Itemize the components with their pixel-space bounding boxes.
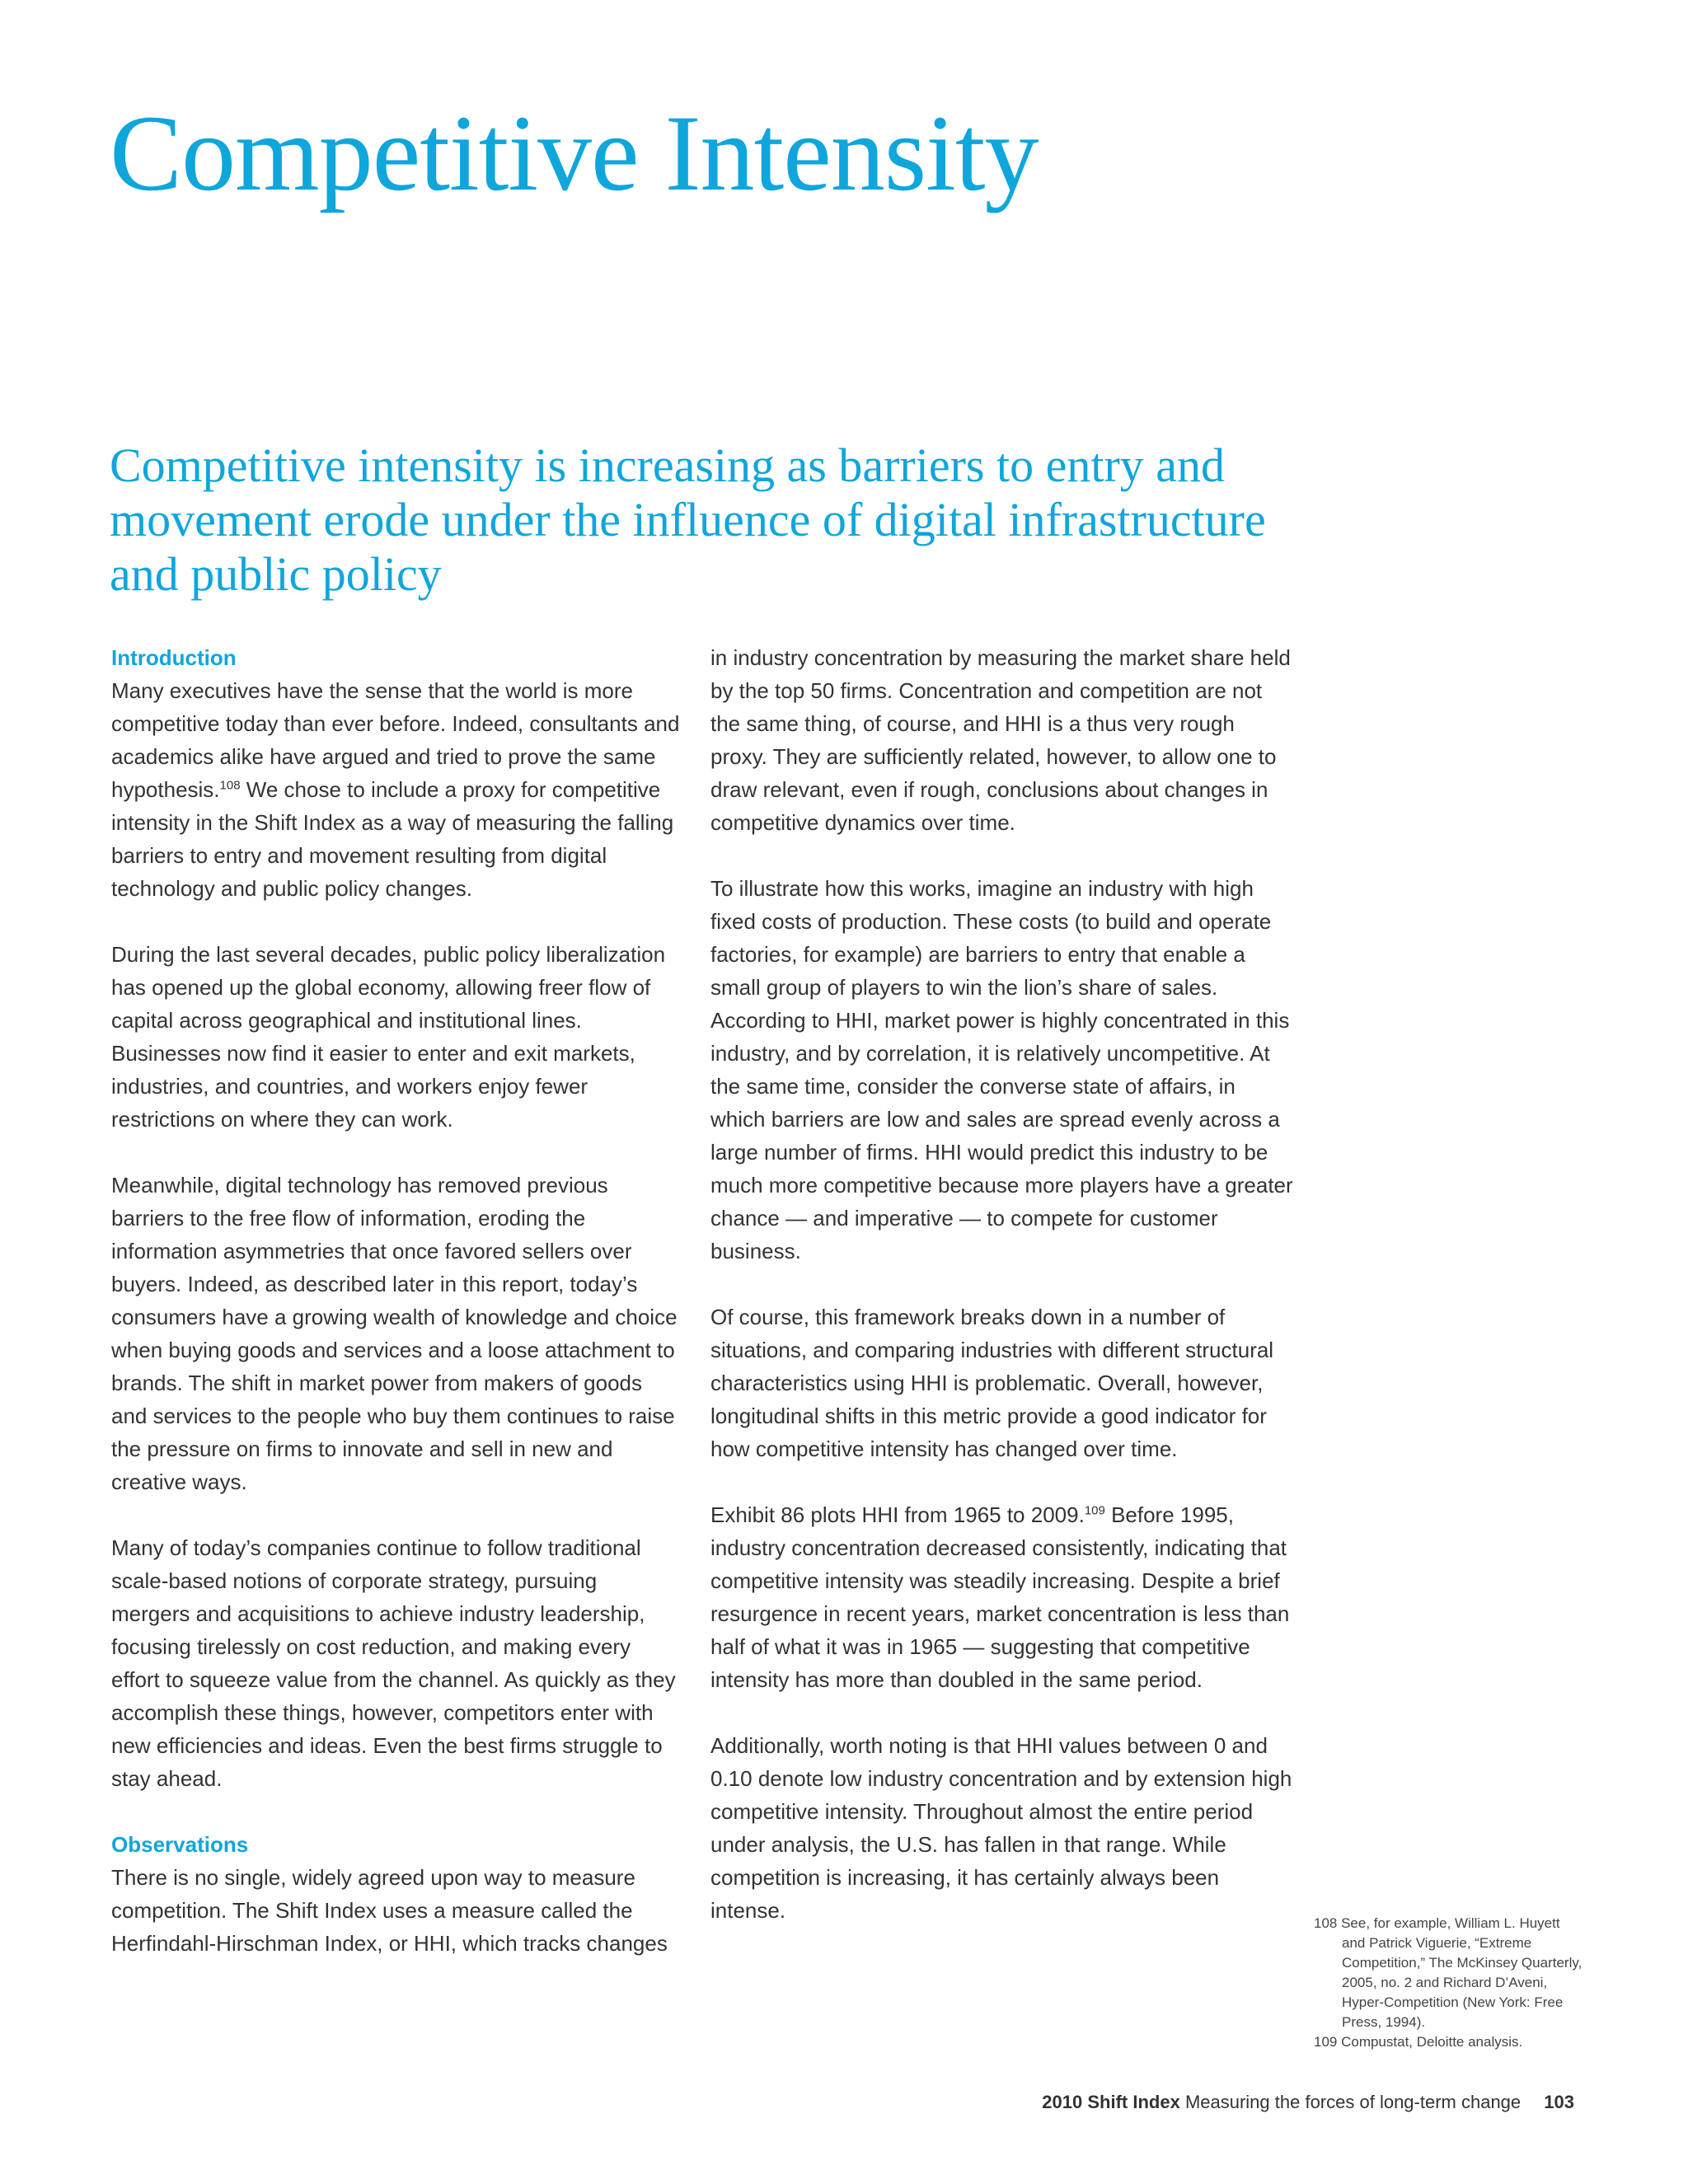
- footer-brand: 2010 Shift Index: [1042, 2092, 1180, 2112]
- footnote-109: 109 Compustat, Deloitte analysis.: [1314, 2034, 1523, 2050]
- introduction-heading: Introduction: [111, 645, 237, 670]
- footnote-ref-108: 108: [219, 778, 241, 793]
- footnote-108: 108 See, for example, William L. Huyett and Patrick Viguerie, “Extreme Competition,” The McKinsey Quarterly, 2005, no. 2 and Richard D’Aveni, Hyper-Competition (New York: Free Press, 1994).: [1314, 1915, 1582, 2030]
- footnotes: [1314, 1914, 1586, 2052]
- intro-paragraph-1-text-a: Many executives have the sense that the world is more competitive today than ever before. Indeed, consultants and academics alike have argued and tried to prove the same hypothesis.: [111, 678, 680, 802]
- right-column: [710, 641, 1296, 1960]
- left-column: [111, 641, 680, 1993]
- intro-paragraph-3: Meanwhile, digital technology has removed previous barriers to the free flow of information, eroding the information asymmetries that once favored sellers over buyers. Indeed, as described later in this report, today’s consumers have a growing wealth of knowledge and choice when buying goods and services and a loose attachment to brands. The shift in market power from makers of goods and services to the people who buy them continues to raise the pressure on firms to innovate and sell in new and creative ways.: [111, 1173, 678, 1494]
- observations-paragraph-1: There is no single, widely agreed upon way to measure competition. The Shift Index uses a measure called the Herfindahl-Hirschman Index, or HHI, which tracks changes: [111, 1865, 668, 1956]
- observations-paragraph-4: Of course, this framework breaks down in a number of situations, and comparing industries with different structural characteristics using HHI is problematic. Overall, however, longitudinal shifts in this metric provide a good indicator for how competitive intensity has changed over time.: [710, 1305, 1274, 1461]
- page-number: 103: [1544, 2092, 1574, 2112]
- observations-paragraph-5: [710, 1498, 1296, 1696]
- observations-heading: Observations: [111, 1832, 249, 1857]
- intro-paragraph-4: Many of today’s companies continue to follow traditional scale-based notions of corporate strategy, pursuing mergers and acquisitions to achieve industry leadership, focusing tirelessly on cost reduction, and making every effort to squeeze value from the channel. As quickly as they accomplish these things, however, competitors enter with new efficiencies and ideas. Even the best firms struggle to stay ahead.: [111, 1535, 676, 1791]
- observations-paragraph-5-text-b: Before 1995, industry concentration decreased consistently, indicating that competitive intensity was steadily increasing. Despite a brief resurgence in recent years, market concentration is less than half of what it was in 1965 — suggesting that competitive intensity has more than doubled in the same period.: [710, 1502, 1290, 1692]
- intro-paragraph-1-text-b: We chose to include a proxy for competitive intensity in the Shift Index as a way of measuring the falling barriers to entry and movement resulting from digital technology and public policy changes.: [111, 777, 674, 901]
- observations-paragraph-3: To illustrate how this works, imagine an industry with high fixed costs of production. These costs (to build and operate factories, for example) are barriers to entry that enable a small group of players to win the lion’s share of sales. According to HHI, market power is highly concentrated in this industry, and by correlation, it is relatively uncompetitive. At the same time, consider the converse state of affairs, in which barriers are low and sales are spread evenly across a large number of firms. HHI would predict this industry to be much more competitive because more players have a greater chance — and imperative — to compete for customer business.: [710, 876, 1293, 1263]
- intro-paragraph-1: [111, 674, 680, 905]
- observations-paragraph-2: in industry concentration by measuring the market share held by the top 50 firms. Concentration and competition are not the same thing, of course, and HHI is a thus very rough proxy. They are sufficiently related, however, to allow one to draw relevant, even if rough, conclusions about changes in competitive dynamics over time.: [710, 645, 1291, 835]
- page-footer: [1042, 2090, 1574, 2115]
- page-subtitle: Competitive intensity is increasing as barriers to entry and movement erode under the influence of digital infrastructure and public policy: [110, 438, 1266, 601]
- observations-paragraph-5-text-a: Exhibit 86 plots HHI from 1965 to 2009.: [710, 1502, 1085, 1527]
- footnote-ref-109: 109: [1084, 1503, 1105, 1518]
- intro-paragraph-2: During the last several decades, public policy liberalization has opened up the global economy, allowing freer flow of capital across geographical and institutional lines. Businesses now find it easier to enter and exit markets, industries, and countries, and workers enjoy fewer restrictions on where they can work.: [111, 942, 666, 1132]
- observations-paragraph-6: Additionally, worth noting is that HHI values between 0 and 0.10 denote low industry concentration and by extension high competitive intensity. Throughout almost the entire period under analysis, the U.S. has fallen in that range. While competition is increasing, it has certainly always been intense.: [710, 1733, 1292, 1923]
- footer-tagline: Measuring the forces of long-term change: [1184, 2092, 1522, 2112]
- page-title: Competitive Intensity: [110, 92, 1039, 213]
